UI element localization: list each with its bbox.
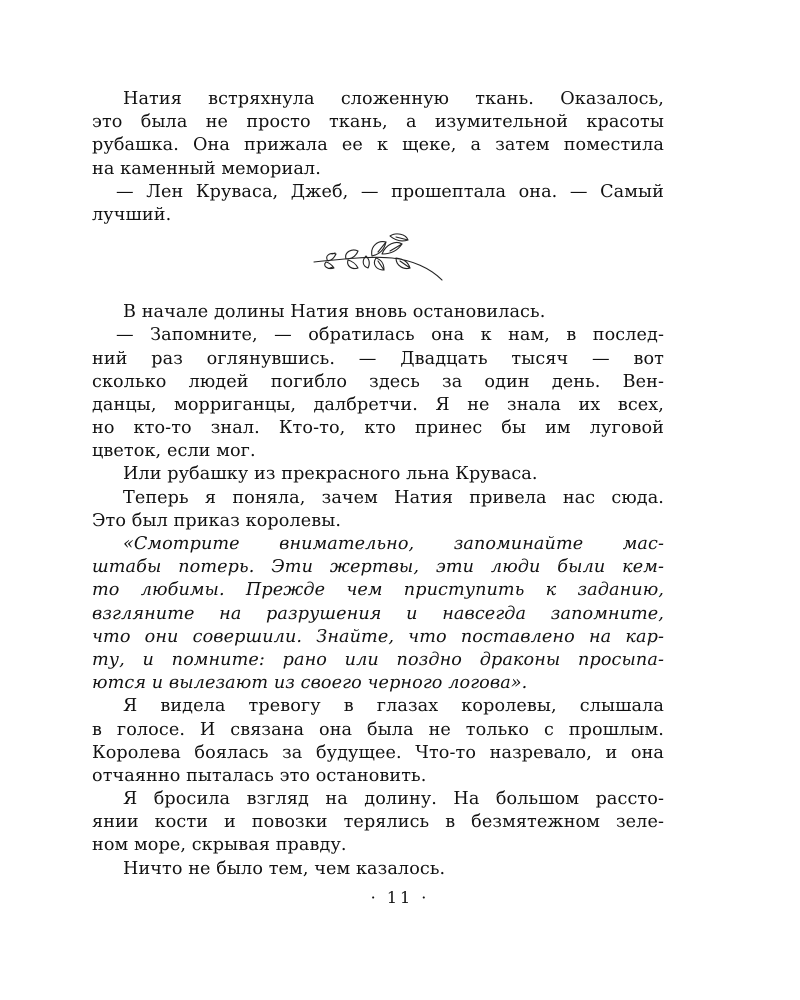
paragraph (92, 181, 664, 227)
text-line: Теперь я поняла, зачем Натия привела нас сюда. (123, 487, 664, 508)
text-line: Ничто не было тем, чем казалось. (123, 858, 446, 879)
text-line: ту, и помните: рано или поздно драконы просыпа- (92, 649, 664, 670)
text-line: на каменный мемориал. (92, 158, 321, 179)
text-line: В начале долины Натия вновь остановилась. (123, 302, 546, 323)
text-line: взгляните на разрушения и навсегда запомните, (92, 603, 664, 624)
text-line: — Запомните, — обратилась она к нам, в послед- (116, 325, 664, 346)
leaf-branch-ornament-icon (312, 232, 444, 282)
text-line: — Лен Круваса, Джеб, — прошептала она. — Самый (116, 181, 664, 202)
text-line: что они совершили. Знайте, что поставлено на кар- (92, 626, 664, 647)
text-line: янии кости и повозки терялись в безмятежном зеле- (92, 812, 664, 833)
text-line: ном море, скрывая правду. (92, 835, 347, 856)
text-line: Королева боялась за будущее. Что-то назревало, и она (92, 742, 664, 763)
text-line: ются и вылезают из своего черного логова». (92, 673, 528, 694)
text-line: штабы потерь. Эти жертвы, эти люди были кем- (92, 557, 664, 578)
text-line: рубашка. Она прижала ее к щеке, а затем поместила (92, 135, 664, 156)
text-line: Я бросила взгляд на долину. На большом рассто- (123, 789, 664, 810)
paragraph (92, 487, 664, 533)
paragraph (92, 788, 664, 858)
text-line: цветок, если мог. (92, 441, 256, 462)
text-line: лучший. (92, 204, 172, 225)
text-line: то любимы. Прежде чем приступить к заданию, (92, 580, 664, 601)
book-page-text (92, 88, 664, 881)
page-number: · 11 · (370, 888, 430, 907)
text-line: отчаянно пыталась это остановить. (92, 765, 427, 786)
text-line: Это был приказ королевы. (92, 510, 342, 531)
paragraph (92, 324, 664, 463)
text-line: сколько людей погибло здесь за один день. Вен- (92, 371, 664, 392)
paragraph (92, 858, 664, 881)
text-line: ний раз оглянувшись. — Двадцать тысяч — вот (92, 348, 664, 369)
italic-quote-paragraph (92, 533, 664, 695)
paragraph (92, 301, 664, 324)
text-line: Или рубашку из прекрасного льна Круваса. (123, 464, 538, 485)
text-line: «Смотрите внимательно, запоминайте мас- (123, 534, 664, 554)
text-line: Я видела тревогу в глазах королевы, слышала (123, 696, 664, 717)
paragraph (92, 88, 664, 181)
text-line: но кто-то знал. Кто-то, кто принес бы им луговой (92, 418, 664, 439)
text-line: Натия встряхнула сложенную ткань. Оказалось, (123, 89, 664, 109)
paragraph (92, 463, 664, 486)
text-line: данцы, морриганцы, далбретчи. Я не знала их всех, (92, 394, 664, 415)
text-line: в голосе. И связана она была не только с прошлым. (92, 719, 664, 740)
text-line: это была не просто ткань, а изумительной красоты (92, 112, 664, 133)
paragraph (92, 695, 664, 788)
